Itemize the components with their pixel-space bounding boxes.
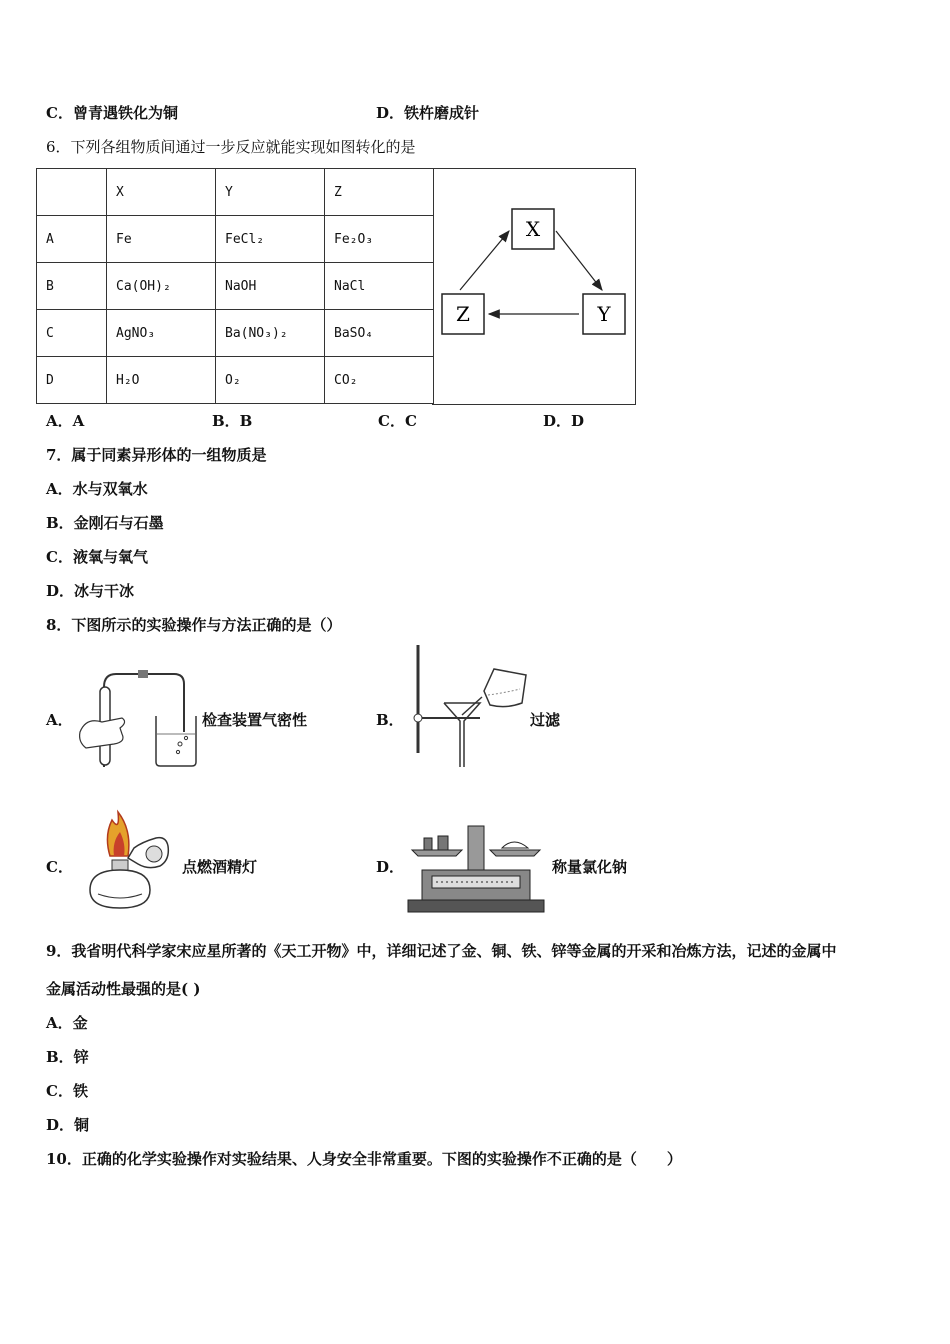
table-cell: CO₂ xyxy=(325,357,434,404)
table-cell: Fe₂O₃ xyxy=(325,216,434,263)
q5-option-d: D．铁杵磨成针 xyxy=(376,104,480,122)
table-cell: H₂O xyxy=(107,357,216,404)
q5-option-c: C．曾青遇铁化为铜 xyxy=(46,104,178,122)
table-header-cell: Y xyxy=(216,169,325,216)
q8-option-a-letter: A． xyxy=(46,711,73,729)
q6-cycle-diagram xyxy=(432,168,636,405)
q6-option-d: D．D xyxy=(543,412,585,430)
q8-option-b-letter: B． xyxy=(376,711,404,729)
q7-option-c: C．液氧与氧气 xyxy=(46,548,148,566)
table-header-cell: Z xyxy=(325,169,434,216)
q9-option-c: C．铁 xyxy=(46,1082,88,1100)
table-cell: Ca(OH)₂ xyxy=(107,263,216,310)
q6-option-b: B．B xyxy=(212,412,253,430)
q8-option-a-caption: 检查装置气密性 xyxy=(202,711,308,729)
q8-option-d-letter: D． xyxy=(376,858,405,876)
q6-option-a: A．A xyxy=(46,412,85,430)
table-cell: D xyxy=(37,357,107,404)
table-row xyxy=(37,310,434,357)
table-row xyxy=(37,357,434,404)
x-label: X xyxy=(525,217,541,241)
table-cell: B xyxy=(37,263,107,310)
q7-option-a: A．水与双氧水 xyxy=(46,480,148,498)
q9-option-d: D．铜 xyxy=(46,1116,90,1134)
q8-option-c-letter: C． xyxy=(46,858,73,876)
q9-stem-line1: 9．我省明代科学家宋应星所著的《天工开物》中，详细记述了金、铜、铁、锌等金属的开采和冶炼方法，记述的金属中 xyxy=(46,942,837,960)
q6-option-c: C．C xyxy=(378,412,417,430)
table-cell: Ba(NO₃)₂ xyxy=(216,310,325,357)
q7-option-b: B．金刚石与石墨 xyxy=(46,514,164,532)
q6-table xyxy=(36,168,434,404)
q8-option-d-caption: 称量氯化钠 xyxy=(552,858,628,876)
table-row xyxy=(37,169,434,216)
table-cell: C xyxy=(37,310,107,357)
q9-stem-line2: 金属活动性最强的是( ) xyxy=(46,980,201,998)
balance-weighing-figure xyxy=(406,820,546,914)
arrow-x-to-y xyxy=(556,231,602,290)
q6-stem: 6．下列各组物质间通过一步反应就能实现如图转化的是 xyxy=(46,138,416,156)
table-cell: BaSO₄ xyxy=(325,310,434,357)
q8-option-c-caption: 点燃酒精灯 xyxy=(182,858,258,876)
table-cell: O₂ xyxy=(216,357,325,404)
alcohol-lamp-figure xyxy=(76,808,180,914)
q7-option-d: D．冰与干冰 xyxy=(46,582,135,600)
q8-stem: 8．下图所示的实验操作与方法正确的是（） xyxy=(46,616,342,634)
q10-stem: 10．正确的化学实验操作对实验结果、人身安全非常重要。下图的实验操作不正确的是（ ） xyxy=(46,1150,682,1168)
y-label: Y xyxy=(597,302,611,326)
q9-option-a: A．金 xyxy=(46,1014,88,1032)
table-row xyxy=(37,216,434,263)
table-cell: Fe xyxy=(107,216,216,263)
table-cell: NaCl xyxy=(325,263,434,310)
table-cell: NaOH xyxy=(216,263,325,310)
airtightness-check-figure xyxy=(74,662,200,768)
arrow-z-to-x xyxy=(460,231,509,290)
table-header-cell: X xyxy=(107,169,216,216)
q7-stem: 7．属于同素异形体的一组物质是 xyxy=(46,446,267,464)
table-cell: FeCl₂ xyxy=(216,216,325,263)
table-cell: A xyxy=(37,216,107,263)
z-label: Z xyxy=(456,302,470,326)
table-row xyxy=(37,263,434,310)
table-cell: AgNO₃ xyxy=(107,310,216,357)
table-header-cell xyxy=(37,169,107,216)
q8-option-b-caption: 过滤 xyxy=(530,711,561,729)
q9-option-b: B．锌 xyxy=(46,1048,89,1066)
filtration-figure xyxy=(400,645,530,769)
